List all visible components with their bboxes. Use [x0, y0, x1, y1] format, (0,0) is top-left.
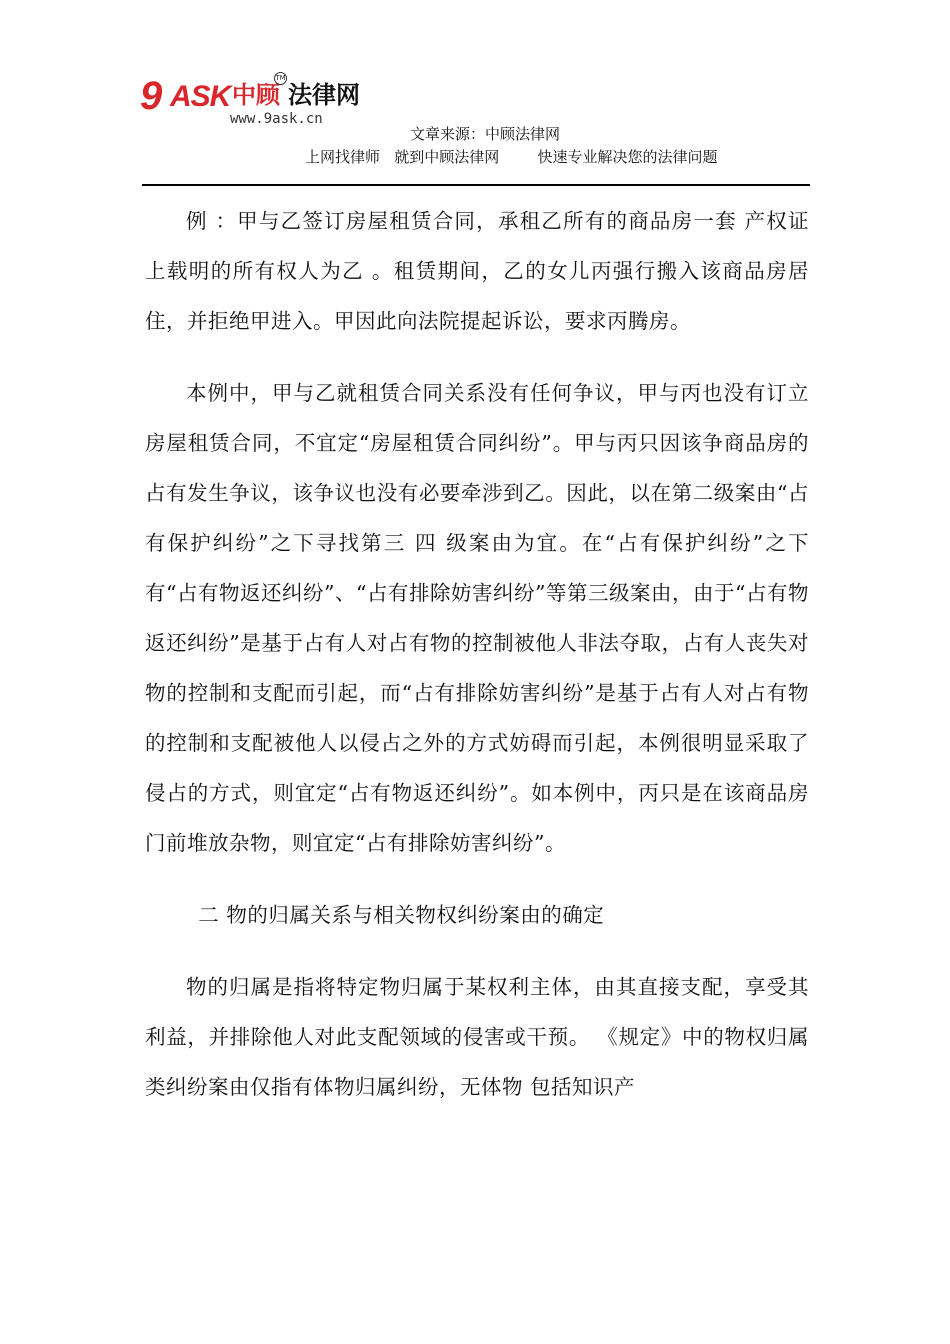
logo-name-falvwang: 法律网: [288, 81, 360, 109]
article-source: 文章来源：中顾法律网: [410, 125, 561, 143]
logo-url: www.9ask.cn: [230, 111, 323, 127]
trademark-icon: TM: [274, 72, 287, 85]
logo-name-zhonggu: 中顾: [232, 81, 280, 109]
paragraph-analysis: 本例中，甲与乙就租赁合同关系没有任何争议，甲与丙也没有订立房屋租赁合同，不宜定“房屋租赁合同纠纷”。甲与丙只因该争商品房的占有发生争议，该争议也没有必要牵涉到乙。因此，以在第二级案由“占有保护纠纷”之下寻找第三 四 级案由为宜。在“占有保护纠纷”之下有“占有物返还纠纷”、“占有排除妨害纠纷”等第三级案由，由于“占有物返还纠纷”是基于占有人对占有物的控制被他人非法夺取，占有人丧失对物的控制和支配而引起，而“占有排除妨害纠纷”是基于占有人对占有物的控制和支配被他人以侵占之外的方式妨碍而引起，本例很明显采取了侵占的方式，则宜定“占有物返还纠纷”。如本例中，丙只是在该商品房门前堆放杂物，则宜定“占有排除妨害纠纷”。: [145, 381, 809, 855]
paragraph-ownership: 物的归属是指将特定物归属于某权利主体，由其直接支配，享受其利益，并排除他人对此支配领域的侵害或干预。 《规定》中的物权归属类纠纷案由仅指有体物归属纠纷，无体物 包括知识产: [145, 975, 809, 1099]
article-body: [145, 196, 809, 1112]
header-divider: [142, 184, 810, 186]
logo-nine: 9: [140, 74, 163, 118]
paragraph-example: 例 ：甲与乙签订房屋租赁合同，承租乙所有的商品房一套 产权证上载明的所有权人为乙 。租赁期间，乙的女儿丙强行搬入该商品房居住，并拒绝甲进入。甲因此向法院提起诉讼，要求丙腾房。: [145, 209, 809, 333]
section-heading: 二 物的归属关系与相关物权纠纷案由的确定: [198, 903, 605, 927]
header-slogan: 上网找律师 就到中顾法律网 快速专业解决您的法律问题: [305, 148, 718, 166]
site-logo[interactable]: [140, 74, 400, 134]
logo-ask: ASK: [170, 80, 231, 113]
